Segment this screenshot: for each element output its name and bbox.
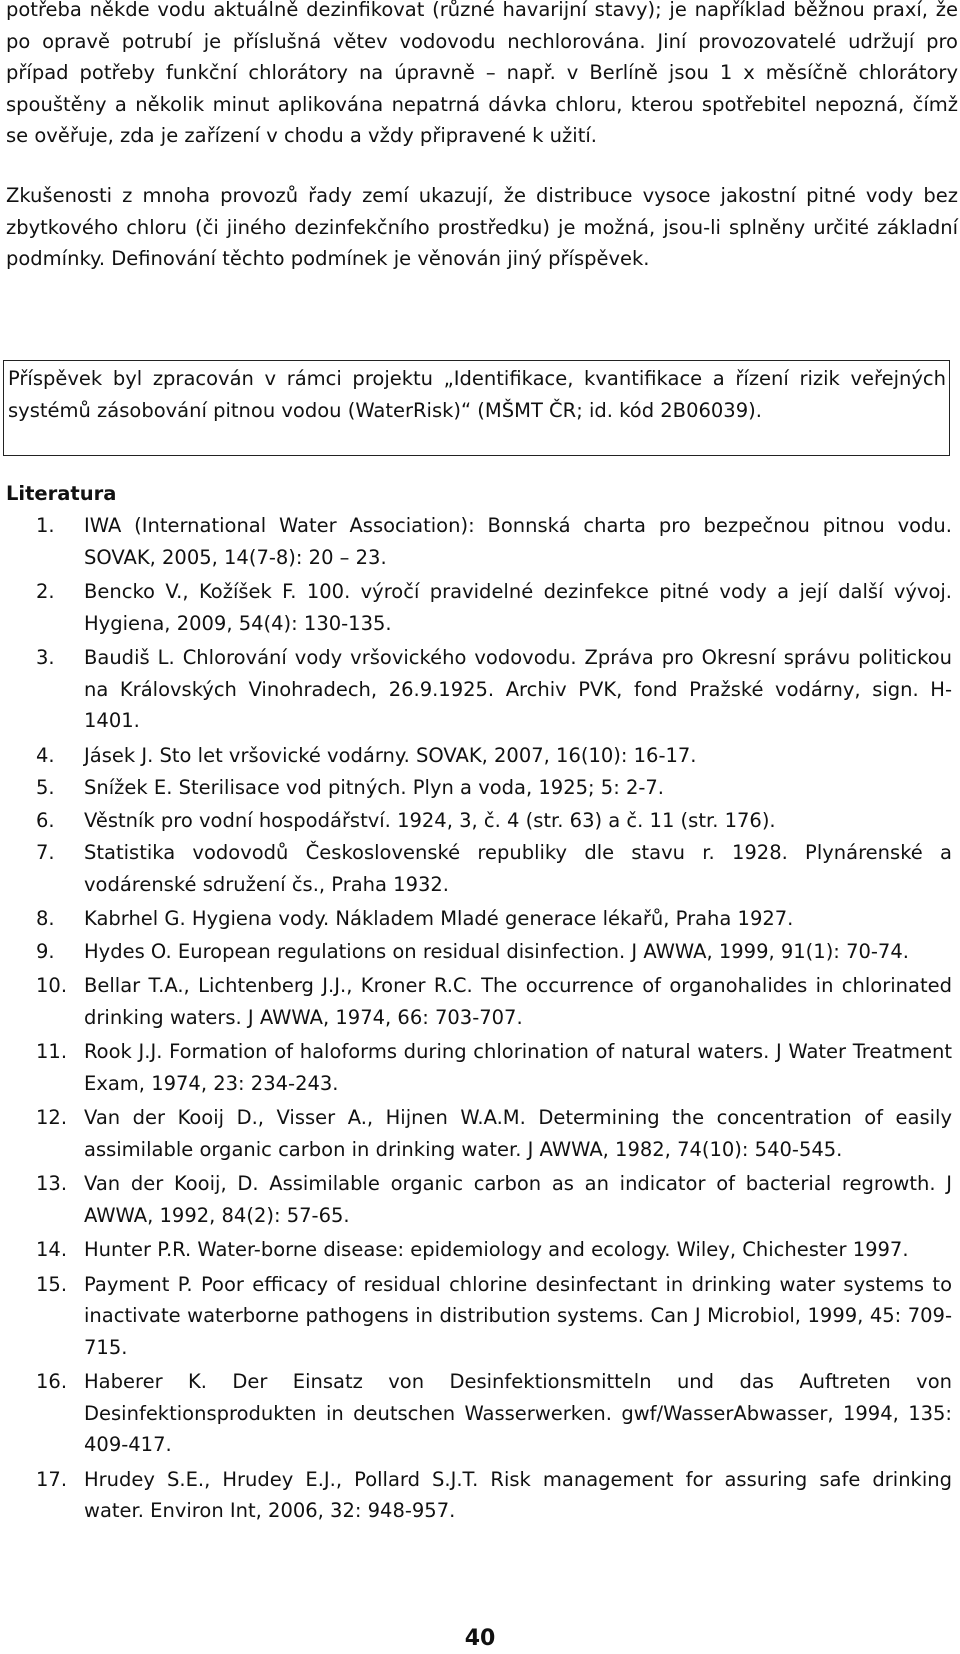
reference-number: 17. [36, 1467, 68, 1491]
reference-item [0, 1234, 952, 1266]
reference-text: Statistika vodovodů Československé republiky dle stavu r. 1928. Plynárenské a vodárenské sdružení čs., Praha 1932. [84, 841, 952, 896]
reference-number: 7. [36, 841, 55, 864]
reference-number: 16. [36, 1370, 68, 1393]
reference-text: Kabrhel G. Hygiena vody. Nákladem Mladé generace lékařů, Praha 1927. [84, 907, 794, 930]
reference-number: 13. [36, 1172, 68, 1195]
reference-text: Hrudey S.E., Hrudey E.J., Pollard S.J.T. Risk management for assuring safe drinking water. Environ Int, 2006, 32: 948-957. [84, 1467, 952, 1522]
reference-number: 2. [36, 580, 55, 603]
reference-item [0, 936, 952, 968]
reference-text: Věstník pro vodní hospodářství. 1924, 3, č. 4 (str. 63) a č. 11 (str. 176). [84, 808, 776, 832]
reference-item [0, 772, 952, 804]
reference-text: Payment P. Poor efficacy of residual chlorine desinfectant in drinking water systems to inactivate waterborne pathogens in distribution systems. Can J Microbiol, 1999, 45: 709-715. [84, 1272, 952, 1359]
reference-number: 15. [36, 1272, 68, 1296]
reference-text: Haberer K. Der Einsatz von Desinfektionsmitteln und das Auftreten von Desinfektionsprodukten in deutschen Wasserwerken. gwf/WasserAbwasser, 1994, 135: 409-417. [84, 1370, 952, 1456]
reference-text: Bencko V., Kožíšek F. 100. výročí pravidelné dezinfekce pitné vody a její další vývoj. Hygiena, 2009, 54(4): 130-135. [84, 580, 952, 635]
reference-number: 5. [36, 776, 55, 799]
body-paragraph: potřeba někde vodu aktuálně dezinfikovat (různé havarijní stavy); je například běžnou praxí, že po opravě potrubí je příslušná větev vodovodu nechlorována. Jiní provozovatelé udržují pro případ potřeby funkční chlorátory na úpravně – např. v Berlíně jsou 1 x měsíčně chlorátory spouštěny a několik minut aplikována nepatrná dávka chloru, kterou spotřebitel nepozná, čímž se ověřuje, zda je zařízení v chodu a vždy připravené k užití. [6, 0, 958, 147]
reference-text: Van der Kooij D., Visser A., Hijnen W.A.M. Determining the concentration of easily assimilable organic carbon in drinking water. J AWWA, 1982, 74(10): 540-545. [84, 1106, 952, 1161]
reference-text: Snížek E. Sterilisace vod pitných. Plyn a voda, 1925; 5: 2-7. [84, 776, 665, 799]
reference-item [0, 576, 952, 639]
page-number: 40 [464, 1626, 496, 1651]
reference-number: 8. [36, 907, 55, 930]
reference-number: 9. [36, 939, 55, 963]
reference-text: Baudiš L. Chlorování vody vršovického vodovodu. Zpráva pro Okresní správu politickou na Královských Vinohradech, 26.9.1925. Archiv PVK, fond Pražské vodárny, sign. H-1401. [84, 646, 952, 732]
reference-item [0, 903, 952, 935]
reference-list [0, 510, 960, 1530]
reference-text: Van der Kooij, D. Assimilable organic carbon as an indicator of bacterial regrowth. J AWWA, 1992, 84(2): 57-65. [84, 1172, 952, 1227]
body-paragraph: Zkušenosti z mnoha provozů řady zemí ukazují, že distribuce vysoce jakostní pitné vody bez zbytkového chloru (či jiného dezinfekčního prostředku) je možná, jsou-li splněny určité základní podmínky. Definování těchto podmínek je věnován jiný příspěvek. [6, 184, 958, 270]
reference-number: 12. [36, 1106, 68, 1129]
reference-text: Hydes O. European regulations on residual disinfection. J AWWA, 1999, 91(1): 70-74. [84, 939, 909, 963]
reference-item [0, 510, 952, 573]
reference-item [0, 1102, 952, 1165]
reference-item [0, 970, 952, 1033]
acknowledgement-box: Příspěvek byl zpracován v rámci projektu „Identifikace, kvantifikace a řízení rizik veřejných systémů zásobování pitnou vodou (WaterRisk)“ (MŠMT ČR; id. kód 2B06039). [3, 360, 950, 456]
reference-number: 14. [36, 1238, 68, 1261]
reference-text: Hunter P.R. Water-borne disease: epidemiology and ecology. Wiley, Chichester 1997. [84, 1238, 909, 1261]
reference-number: 1. [36, 514, 55, 537]
reference-item [0, 1366, 952, 1461]
reference-text: Bellar T.A., Lichtenberg J.J., Kroner R.C. The occurrence of organohalides in chlorinated drinking waters. J AWWA, 1974, 66: 703-707. [84, 974, 952, 1029]
reference-item [0, 642, 952, 737]
reference-number: 4. [36, 743, 55, 767]
reference-item [0, 1168, 952, 1231]
reference-item [0, 1036, 952, 1099]
reference-item [0, 805, 952, 837]
reference-item [0, 837, 952, 900]
reference-text: IWA (International Water Association): Bonnská charta pro bezpečnou pitnou vodu. SOVAK, 2005, 14(7-8): 20 – 23. [84, 514, 952, 569]
reference-text: Jásek J. Sto let vršovické vodárny. SOVAK, 2007, 16(10): 16-17. [84, 743, 697, 767]
reference-number: 3. [36, 646, 55, 669]
reference-number: 6. [36, 808, 55, 832]
reference-item [0, 740, 952, 772]
reference-item [0, 1464, 952, 1527]
reference-number: 11. [36, 1040, 68, 1063]
references-heading: Literatura [6, 482, 117, 505]
reference-number: 10. [36, 974, 68, 997]
reference-item [0, 1269, 952, 1364]
reference-text: Rook J.J. Formation of haloforms during chlorination of natural waters. J Water Treatment Exam, 1974, 23: 234-243. [84, 1040, 952, 1095]
